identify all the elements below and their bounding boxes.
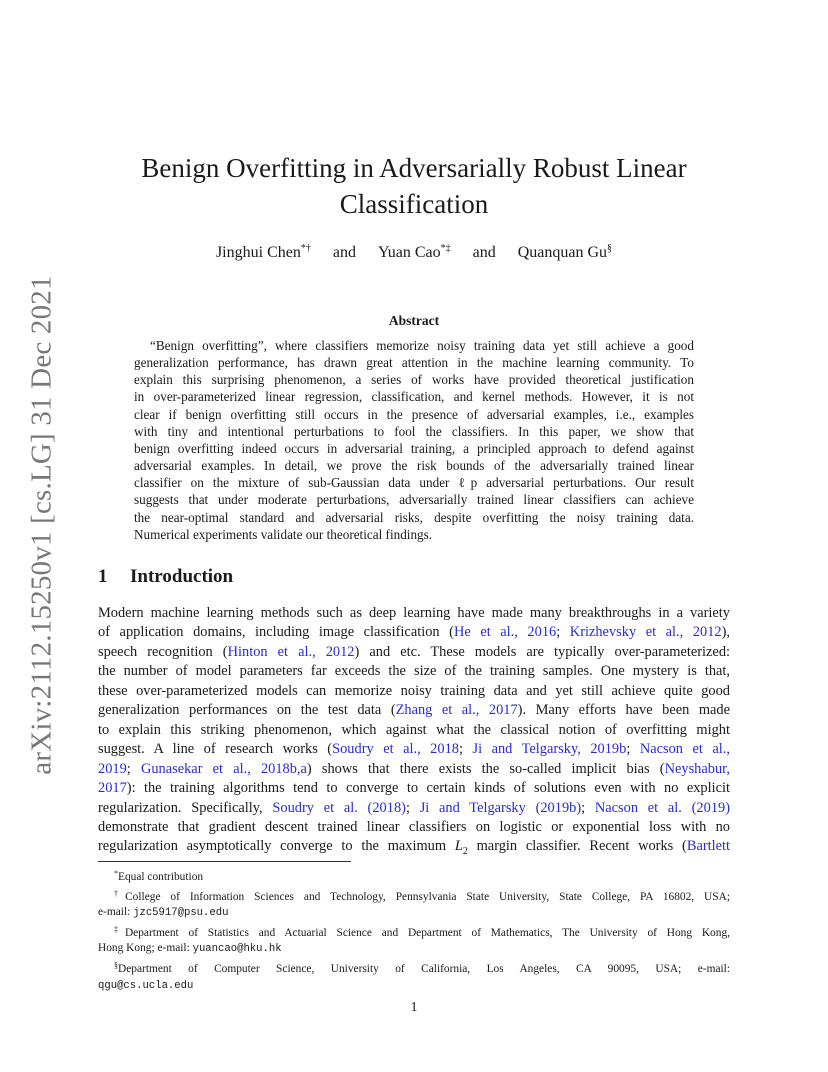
email-address: yuancao@hku.hk [192, 943, 282, 956]
page-number: 1 [410, 1000, 418, 1015]
citation-link[interactable]: Bartlett [686, 838, 731, 855]
citation-link[interactable]: Soudry et al. (2018) [272, 799, 406, 816]
section-number: 1 [98, 566, 108, 587]
author-list [98, 238, 730, 264]
author-separator: and [472, 244, 496, 261]
footnote-rule [98, 861, 351, 862]
footnote-2-cont: e-mail: jzc5917@psu.edu [98, 906, 229, 920]
author-1-marks: *† [300, 243, 311, 254]
abstract-body [134, 337, 694, 543]
intro-line: generalization performances on the test data (Zhang et al., 2017). Many efforts have been made [98, 702, 730, 719]
intro-line: 2019; Gunasekar et al., 2018b,a) shows that there exists the so-called implicit bias (Neyshabur, [98, 760, 730, 777]
intro-line: speech recognition (Hinton et al., 2012) and etc. These models are typically over-parameterized: [98, 643, 731, 660]
author-1 [216, 238, 311, 264]
author-3-marks: § [607, 243, 613, 254]
abstract-line: adversarial examples. In detail, we prove the risk bounds of the adversarially trained linear [134, 458, 694, 474]
intro-line: the number of model parameters far exceeds the size of the training samples. One mystery is that, [98, 663, 730, 680]
email-address: qgu@cs.ucla.edu [98, 979, 194, 992]
abstract-line: in over-parameterized linear regression, classification, and kernel methods. However, it is not [134, 389, 694, 405]
title-line-1: Benign Overfitting in Adversarially Robust Linear [141, 153, 687, 183]
abstract-line: “Benign overfitting”, where classifiers memorize noisy training data yet still achieve a good [150, 338, 694, 353]
arxiv-stamp: arXiv:2112.15250v1 [cs.LG] 31 Dec 2021 [25, 275, 58, 775]
citation-link[interactable]: He et al., 2016 [453, 624, 557, 641]
citation-link[interactable]: Hinton et al., 2012 [227, 643, 355, 660]
intro-line: 2017): the training algorithms tend to converge to certain kinds of solutions even with no explicit [98, 780, 730, 797]
abstract-line: Numerical experiments validate our theoretical findings. [134, 526, 433, 542]
arxiv-sidebar [22, 275, 62, 775]
intro-line: these over-parameterized models can memorize noisy training data and yet still achieve quite good [98, 682, 730, 699]
intro-paragraph [98, 604, 730, 862]
intro-line: to explain this striking phenomenon, which against what the classical notion of overfitting might [98, 721, 730, 738]
paper-title [98, 150, 730, 222]
footnote-4: §Department of Computer Science, University of California, Los Angeles, CA 90095, USA; e-mail: [114, 960, 730, 975]
intro-line: Modern machine learning methods such as deep learning have made many breakthroughs in a variety [98, 605, 730, 621]
abstract-line: explain this surprising phenomenon, a series of works have provided theoretical justification [134, 372, 694, 388]
abstract-line: clear if benign overfitting still occurs in the presence of adversarial examples, i.e., examples [134, 406, 694, 422]
author-separator: and [332, 244, 356, 261]
abstract-line: generalization performance, has drawn great attention in the machine learning community. To [134, 355, 694, 371]
intro-line: regularization asymptotically converge to the maximum $L_2$ margin classifier. Recent works (Bartlett [98, 838, 731, 858]
math-L: L [454, 838, 463, 855]
abstract-line: suggests that under moderate perturbations, adversarially trained linear classifiers can achieve [134, 492, 694, 508]
abstract-line: the near-optimal standard and adversarial risks, despite overfitting the noisy training data. [134, 509, 694, 525]
citation-link[interactable]: Nacson et al., [639, 741, 730, 758]
citation-link[interactable]: Zhang et al., 2017 [395, 702, 518, 719]
citation-link[interactable]: Ji and Telgarsky (2019b) [419, 799, 582, 816]
citation-link[interactable]: Nacson et al. (2019) [594, 799, 731, 816]
abstract-line: classifier on the mixture of sub-Gaussian data under ℓp adversarial perturbations. Our result [134, 475, 694, 491]
author-3 [518, 238, 612, 264]
email-address: jzc5917@psu.edu [133, 907, 229, 920]
footnote-3-cont: Hong Kong; e-mail: yuancao@hku.hk [98, 942, 282, 956]
math-subscript: 2 [462, 846, 468, 858]
footnote-2: †College of Information Sciences and Technology, Pennsylvania State University, State College, PA 16802, USA; [114, 888, 731, 903]
author-2 [378, 238, 451, 264]
intro-line: regularization. Specifically, Soudry et al. (2018); Ji and Telgarsky (2019b); Nacson et al. (2019) [98, 799, 731, 816]
author-2-name: Yuan Cao [377, 244, 441, 261]
footnote-1: *Equal contribution [114, 869, 204, 883]
citation-link[interactable]: Gunasekar et al., 2018b,a [140, 760, 307, 777]
citation-link[interactable]: Krizhevsky et al., 2012 [569, 624, 722, 641]
author-2-marks: *‡ [440, 243, 451, 254]
citation-link[interactable]: Ji and Telgarsky, 2019b [472, 741, 627, 758]
footnote-3: ‡Department of Statistics and Actuarial Science and Department of Mathematics, The University of Hong Kong, [114, 924, 730, 939]
author-3-name: Quanquan Gu [517, 244, 608, 261]
abstract-heading: Abstract [388, 313, 440, 328]
title-line-2: Classification [339, 189, 489, 219]
intro-line: suggest. A line of research works (Soudry et al., 2018; Ji and Telgarsky, 2019b; Nacson et al., [98, 741, 730, 758]
citation-link[interactable]: Neyshabur, [664, 760, 730, 777]
section-heading [98, 566, 233, 588]
abstract-line: with tiny and intentional perturbations to fool the classifiers. In this paper, we show that [134, 423, 694, 439]
section-title: Introduction [130, 566, 234, 587]
footnote-4-cont [98, 978, 730, 995]
citation-link[interactable]: Soudry et al., 2018 [332, 741, 459, 758]
intro-line: demonstrate that gradient descent trained linear classifiers on logistic or exponential loss with no [98, 818, 730, 835]
citation-link[interactable]: 2019 [98, 760, 127, 777]
footnotes [98, 866, 730, 994]
abstract-line: benign overfitting indeed occurs in adversarial training, a principled approach to defend against [134, 440, 694, 456]
intro-line: of application domains, including image classification (He et al., 2016; Krizhevsky et al., 2012), [98, 624, 730, 641]
citation-link[interactable]: 2017 [98, 780, 127, 797]
author-1-name: Jinghui Chen [215, 244, 301, 261]
